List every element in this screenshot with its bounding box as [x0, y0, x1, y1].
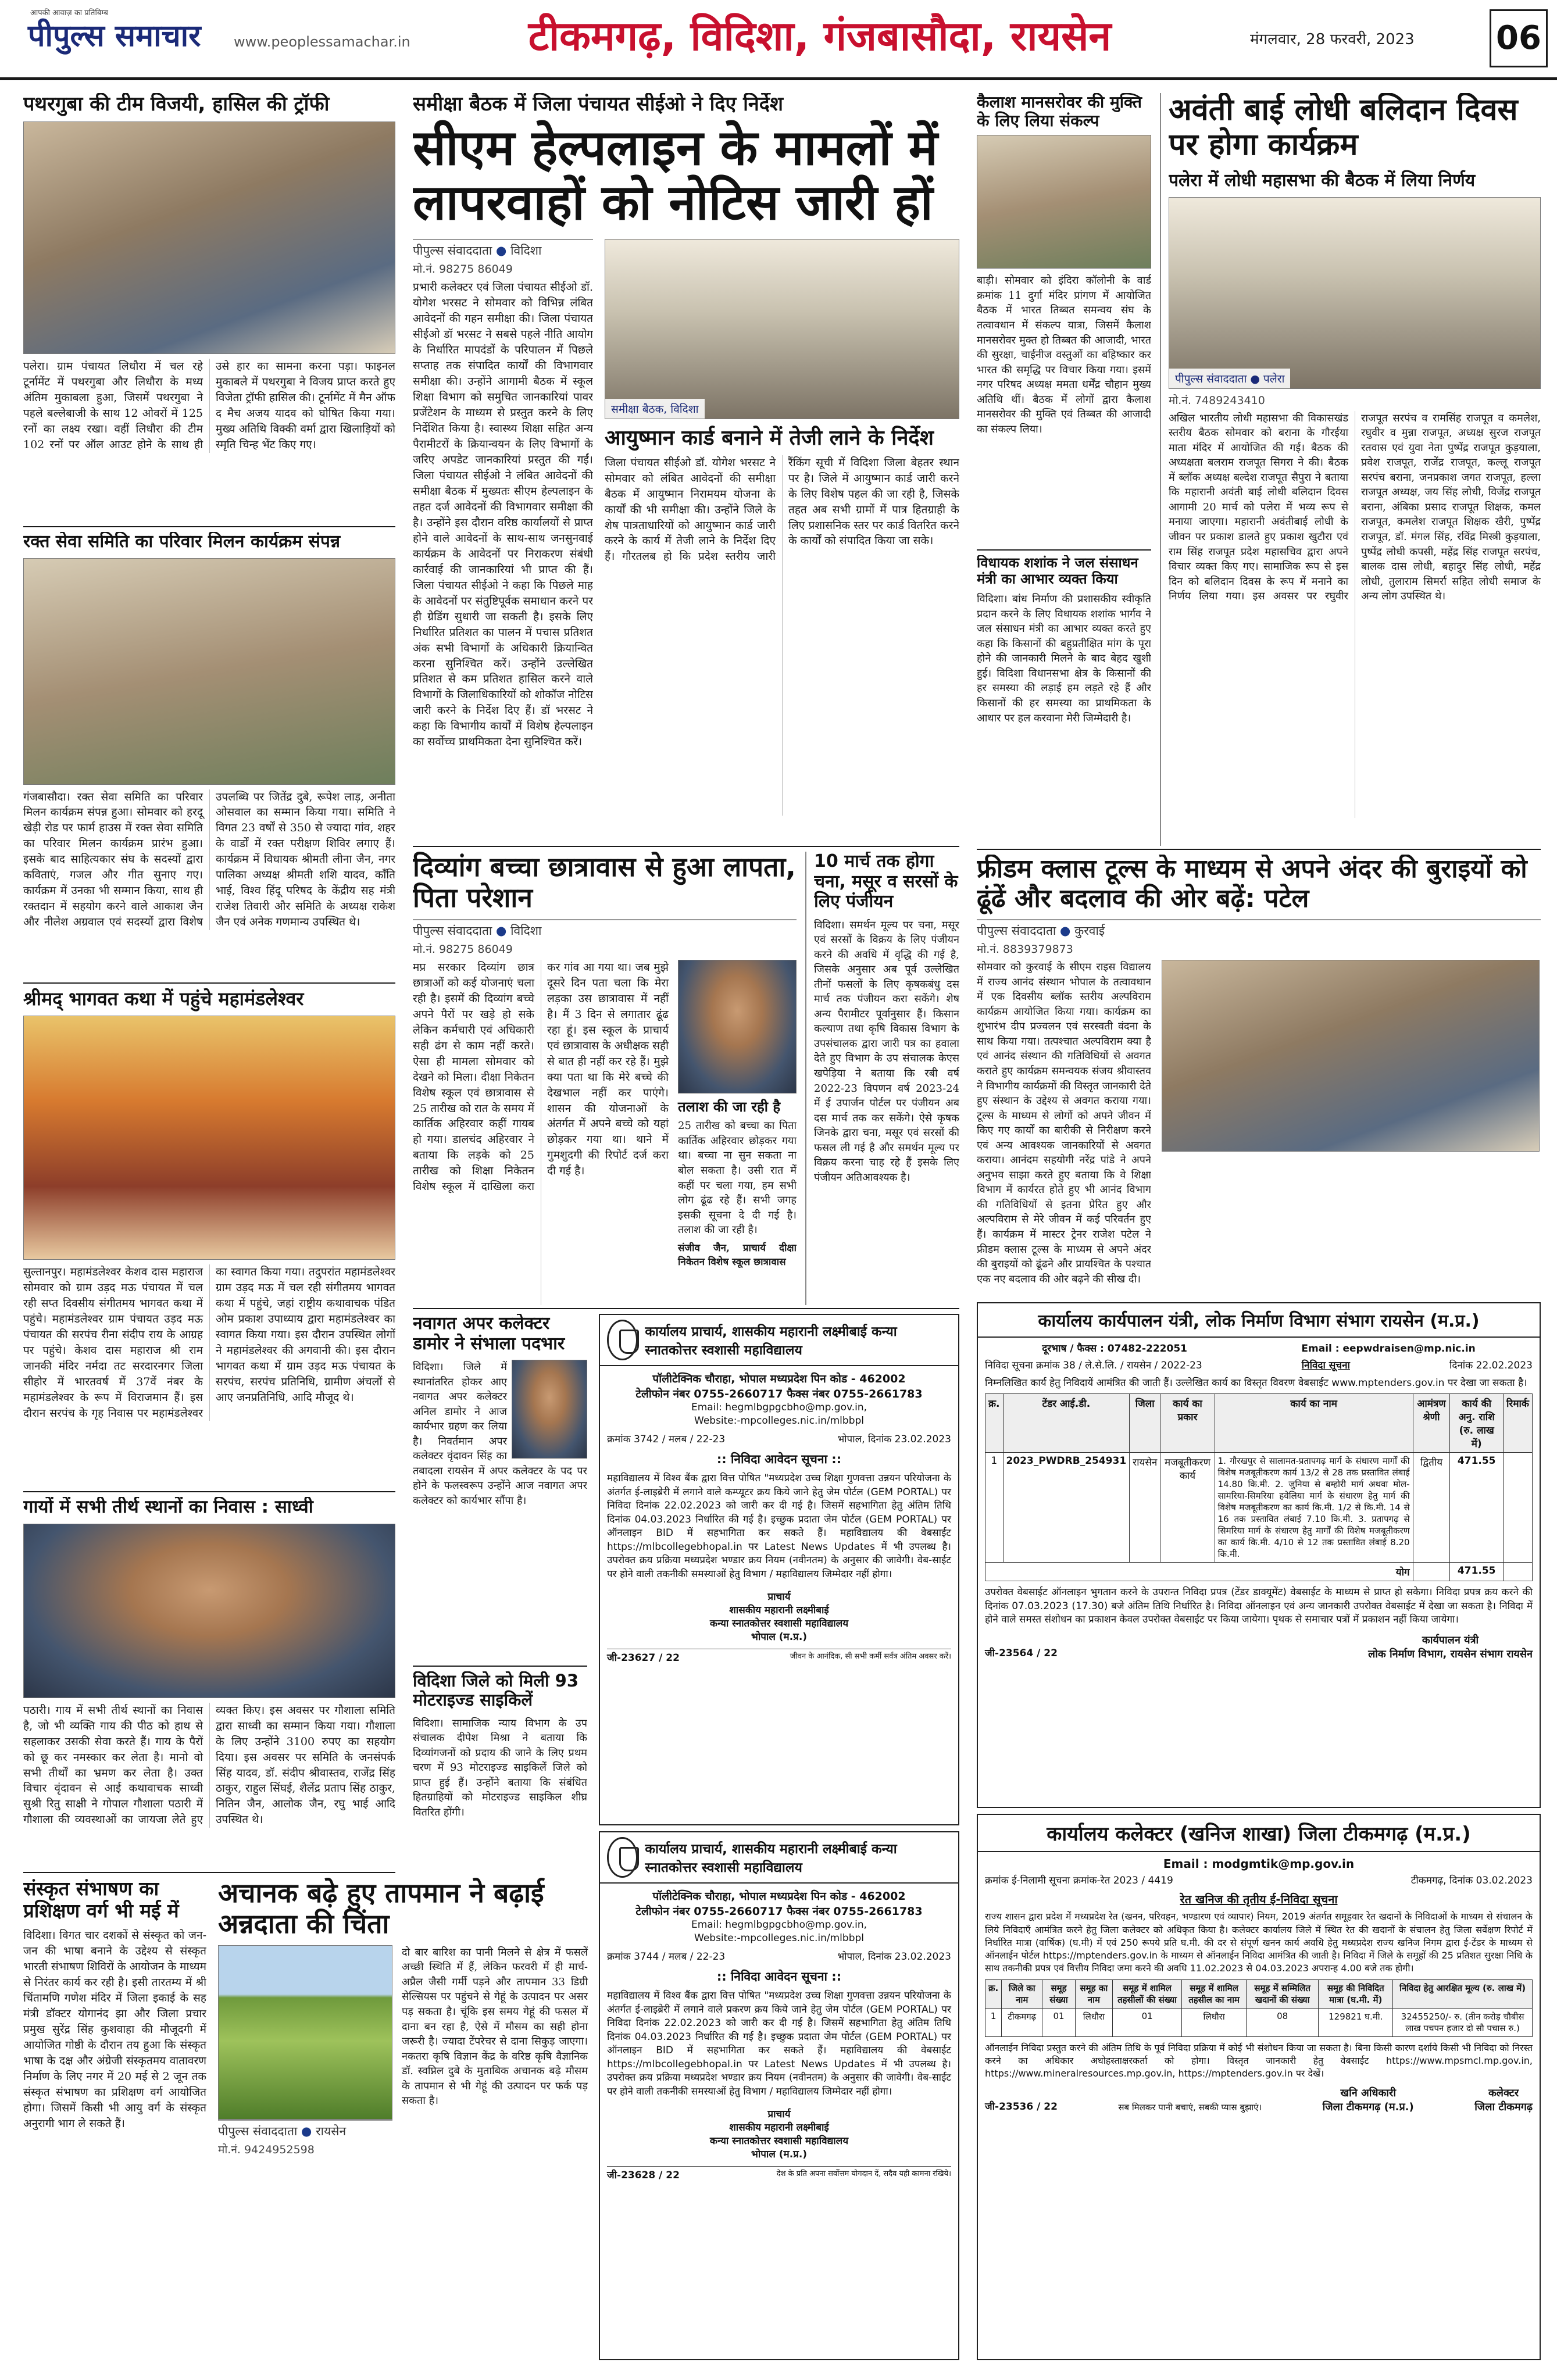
story-kicker: समीक्षा बैठक में जिला पंचायत सीईओ ने दिए निर्देश	[413, 93, 783, 116]
sub-body: 25 तारीख को बच्चा का पिता कार्तिक अहिरवार छोड़कर गया था। बच्चा ना सुन सकता ना बोल सकता है। उसी रात में कहीं पर चला गया, हम सभी लोग ढूंढ रहे हैं। सभी जगह इसकी सूचना दे दी गई है। तलाश की जा रही है।	[678, 1120, 797, 1237]
notice-ref: क्रमांक 3742 / मलब / 22-23	[607, 1433, 726, 1445]
emblem-icon	[607, 1320, 638, 1360]
notice-header	[600, 1315, 958, 1366]
story-layout	[977, 960, 1541, 1296]
mining-table-head	[985, 1979, 1533, 2008]
story-jal-sansadhan	[977, 555, 1151, 846]
notice-content	[978, 1852, 1540, 2118]
cell-district: टीकमगढ़	[1002, 2008, 1042, 2036]
notice-subtitle: निविदा सूचना	[1301, 1360, 1350, 1372]
column-header: समूह की निविदित मात्रा (घ.मी. में)	[1319, 1979, 1393, 2008]
column-header: कार्य का प्रकार	[1160, 1394, 1215, 1453]
notice-website[interactable]: Website:-mpcolleges.nic.in/mlbbpl	[694, 1932, 864, 1945]
sign-line: शासकीय महारानी लक्ष्मीबाई	[729, 2121, 829, 2134]
notice-mining	[977, 1814, 1541, 2360]
notice-phone: टेलीफोन नंबर 0755-2660717 फैक्स नंबर 0755-2661783	[635, 1388, 923, 1400]
story-body: प्रभारी कलेक्टर एवं जिला पंचायत सीईओ डॉ. योगेश भरसट ने सोमवार को विभिन्न लंबित आवेदनों की गहन समीक्षा की। जिला पंचायत सीईओ डॉ भरसट ने सबसे पहले नीति आयोग के निर्धारित मापदंडों के परिपालन में पिछले सप्ताह तक संपादित कार्यों की विभागवार समीक्षा की। उन्होंने आगामी बैठक में स्कूल शिक्षा विभाग को समुचित जानकारियां पावर प्रजेंटेशन के माध्यम से प्रस्तुत करने के लिए निर्देशित किया है। स्वास्थ्य शिक्षा सहित अन्य पैरामीटरों के क्रियान्वयन के लिए विभागों के जरिए अपडेट जानकारियां प्रस्तुत की गईं। जिला पंचायत सीईओ ने लंबित आवेदनों की समीक्षा बैठक में मुख्यतः सीएम हेल्पलाइन के तहत दर्ज आवेदनों की विभागवार समीक्षा की है। उन्होंने इस दौरान वरिष्ठ कार्यालयों से प्राप्त होने वाले आवेदनों के साथ-साथ जनसुनवाई कार्यक्रम के आवेदनों पर निराकरण संबंधी कार्रवाई की जानकारियां भी प्राप्त की हैं। जिला पंचायत सीईओ ने कहा कि पिछले माह के आवेदनों पर संतुष्टिपूर्वक समाधान करने पर ही ग्रेडिंग सुधारी जा सकती है। इसके लिए निर्धारित प्रतिशत का पालन में पचास प्रतिशत अंक सभी विभागों के अधिकारी क्रियान्वित करना सुनिश्चित करें। उन्होंने उल्लेखित प्रतिशत से कम प्रतिशत हासिल करने वाले विभागों के जिलाधिकारियों को शोकॉज नोटिस जारी करने के निर्देश दिए हैं। डॉ भरसट ने कहा कि विभागीय कार्यों में विशेष हेल्पलाइन का सर्वोच्च प्राथमिकता देना सुनिश्चित करें।	[413, 281, 593, 749]
notice-phone: दूरभाष / फैक्स : 07482-222051	[1042, 1343, 1187, 1355]
story-blood-donation	[23, 532, 395, 980]
story-headline: सीएम हेल्पलाइन के मामलों में लापरवाहों को नोटिस जारी हों	[413, 119, 938, 231]
story-body: विदिशा। विगत चार दशकों से संस्कृत को जन-जन की भाषा बनाने के उद्देश्य से संस्कृत भारती संभाषण शिविरों के आयोजन के माध्यम से निरंतर कार्य कर रही है। इसी तारतम्य में श्री चिंतामणि गणेश मंदिर में जिला इकाई के सह मंत्री डॉक्टर योगानंद झा और जिला प्रचार प्रमुख सुरेंद्र सिंह कुशवाहा की मौजूदगी में आयोजित गोष्ठी के दौरान तय हुआ कि संस्कृत भाषा के दक्ष और अंग्रेजी संस्कृतमय वातावरण निर्माण के लिए नगर में 20 मई से 2 जून तक संस्कृत संभाषण का प्रशिक्षण वर्ग आयोजित होगा। जिसमें किसी भी आयु वर्ग के संस्कृत अनुरागी भाग ले सकते हैं।	[23, 1928, 206, 2130]
divider	[23, 526, 395, 527]
story-body: अखिल भारतीय लोधी महासभा की विकासखंड स्तरीय बैठक सोमवार को बराना के गौरईया माता मंदिर में आयोजित की गई। बैठक की अध्यक्षता बलराम राजपूत सिगरा ने की। बैठक में ब्लॉक अध्यक्ष बल्देश राजपूत सैपुरा ने बताया कि महारानी अवंती बाई लोधी बलिदान दिवस आगामी 20 मार्च को पलेरा में भव्य रूप से मनाया जाएगा। महारानी अवंतीबाई लोधी के जीवन पर प्रकाश डालते हुए प्रकाश खुटौरा एवं राम सिंह राजपूत प्रदेश महासचिव द्वारा अपने विचार व्यक्त किए गए। सामाजिक रूप से इस दिन को बलिदान दिवस के रूप में मनाने का निर्णय लिया गया। इस अवसर पर रघुवीर राजपूत सरपंच व रामसिंह राजपूत व कमलेश, रघुवीर व मुन्ना राजपूत, अध्यक्ष सुरज राजपूत रतवास एवं युवा नेता पुष्पेंद्र राजपूत कुड़याला, प्रवेश राजपूत, राजेंद्र राजपूत, कल्लू राजपूत सरपंच बराना, जनप्रकाश जगत राजपूत, हल्ला राजपूत अध्यक्ष, जय सिंह लोधी, विजेंद्र राजपूत बराना, अंबिका प्रसाद राजपूत शिक्षक, कमल राजपूत, कमलेश राजपूत शिक्षक खैरी, पुष्पेंद्र राजपूत, डॉ. मंगल सिंह, रविंद्र मिस्त्री कुड़याला, पुष्पेंद्र लोधी कपसी, महेंद्र सिंह राजपूत सरपंच, बालक दास लोधी, बहादुर सिंह लोधी, महेंद्र लोधी, तुलाराम सिमर्रा सहित लोधी समाज के अन्य लोग उपस्थित थे।	[1169, 412, 1541, 603]
table-row	[985, 2008, 1533, 2036]
notice-footer	[985, 2086, 1533, 2114]
notice-sign-left	[1323, 2086, 1414, 2114]
story-headline: पथरगुबा की टीम विजयी, हासिल की ट्रॉफी	[23, 93, 330, 116]
sign-line: कन्या स्नातकोत्तर स्वशासी महाविद्यालय	[709, 2135, 849, 2147]
dateline: मंगलवार, 28 फरवरी, 2023	[1250, 31, 1415, 48]
byline-place: विदिशा	[510, 923, 542, 938]
notice-ref: क्रमांक 3744 / मलब / 22-23	[607, 1950, 726, 1963]
byline-contact: मो.नं. 98275 86049	[413, 942, 513, 956]
story-body: दो बार बारिश का पानी मिलने से क्षेत्र में फसलें अच्छी स्थिति में हैं, लेकिन फरवरी में ही मार्च-अप्रैल जैसी गर्मी पड़ने और तापमान 33 डिग्री सेल्सियस पर पहुंचने से गेहूं के उत्पादन पर असर पड़ सकता है। चूंकि इस समय गेहूं की फसल में दाना बन रहा है, ऐसे में मौसम का सही होना जरूरी है। ज्यादा टेंपरेचर से दाना सिकुड़ जाएगा। नकतरा कृषि विज्ञान केंद्र के वरिष्ठ कृषि वैज्ञानिक डॉ. स्वप्निल दुबे के मुताबिक अचानक बढ़े मौसम के तापमान से भी गेहूं की उत्पादन पर फर्क पड़ सकता है।	[402, 1946, 588, 2107]
story-body: बाड़ी। सोमवार को इंदिरा कॉलोनी के वार्ड क्रमांक 11 दुर्गा मंदिर प्रांगण में आयोजित बैठक में भारत तिब्बत समन्वय संघ के तत्वावधान में संकल्प यात्रा, जिसमें कैलाश मानसरोवर मुक्त हो तिब्बत की आजादी, भारत की सुरक्षा, चाईनीज वस्तुओं का बहिष्कार कर भारत की समृद्धि पर विचार किया गया। इसमें नगर परिषद अध्यक्ष ममता धर्मेंद्र चौहान मुख्य अतिथि थीं। बैठक में लोगों द्वारा कैलाश मानसरोवर की मुक्ति एवं तिब्बत की आजादी का संकल्प लिया।	[977, 274, 1151, 435]
notice-ref: निविदा सूचना क्रमांक 38 / ले.से.लि. / रायसेन / 2022-23	[985, 1360, 1202, 1372]
sign-line: जिला टीकमगढ़	[1474, 2101, 1533, 2114]
notice-website[interactable]: Website:-mpcolleges.nic.in/mlbbpl	[694, 1415, 864, 1427]
story-headline: विदिशा जिले को मिली 93 मोटराइज्ड साइकिलें	[413, 1671, 579, 1710]
story-body: विदिशा। जिले में स्थानांतरित होकर आए नवागत अपर कलेक्टर अनिल डामोर ने आज कार्यभार ग्रहण कर लिया है। निवर्तमान अपर कलेक्टर वृंदावन सिंह का तबादला रायसेन में अपर कलेक्टर के पद पर होने के फलस्वरूप उन्होंने आज नवागत अपर कलेक्टर को कार्यभार सौंपा है।	[413, 1361, 587, 1507]
story-divyang	[413, 852, 797, 1305]
cell-sno: 1	[985, 1453, 1004, 1563]
mining-table	[985, 1979, 1533, 2037]
story-layout	[218, 1945, 590, 2160]
story-headline: फ्रीडम क्लास टूल्स के माध्यम से अपने अंदर की बुराइयों को ढूंढें और बदलाव की ओर बढ़ें: पटेल	[977, 855, 1527, 913]
notice-college-2	[599, 1831, 959, 2360]
divider	[977, 849, 1541, 850]
notice-footer-text: देश के प्रति अपना सर्वोत्तम योगदान दें, सदैव यही कामना रखिये।	[776, 2169, 951, 2178]
story-body: विदिशा। सामाजिक न्याय विभाग के उप संचालक दीपेश मिश्रा ने बताया कि दिव्यांगजनों को प्रदाय की जाने के लिए प्रथम चरण में 93 मोटराइज्ड साइकिलें जिले को प्राप्त हुई हैं। उन्होंने बताया कि संबंधित हितग्राहियों को मोटराइज्ड साइकिल शीघ्र वितरित होंगी।	[413, 1717, 587, 1818]
brand-logo: पीपुल्स समाचार	[28, 19, 201, 53]
tender-table-body	[985, 1453, 1533, 1581]
byline: पीपुल्स संवाददाता ● विदिशा	[413, 919, 797, 941]
cell-type: मजबूतीकरण कार्य	[1160, 1453, 1215, 1563]
column-header: टेंडर आई.डी.	[1003, 1394, 1130, 1453]
story-body: पठारी। गाय में सभी तीर्थ स्थानों का निवास है, जो भी व्यक्ति गाय की पीठ को हाथ से सहलाकर उसकी सेवा करते हैं। गाय के पैरों को छू कर नमस्कार कर लेता है। मानो वो सभी तीर्थों का भ्रमण कर लेता है। उक्त विचार वृंदावन से आई कथावाचक साध्वी सुश्री रितु साक्षी ने गोपाल गौशाला पठारी में गौशाला की व्यवस्थाओं का जायजा लेते हुए व्यक्त किए। इस अवसर पर गौशाला समिति द्वारा साध्वी का सम्मान किया गया। गौशाला के लिए उन्होंने 3100 रुपए का सहयोग दिया। इस अवसर पर समिति के जनसंपर्क सिंह यादव, डॉ. संदीप श्रीवास्तव, राजेंद्र सिंह ठाकुर, राहुल सिंघई, शैलेंद्र प्रताप सिंह ठाकुर, नितिन जैन, आलोक जैन, रघु भाई आदि उपस्थित थे।	[23, 1703, 395, 1827]
story-body: पलेरा। ग्राम पंचायत लिधौरा में चल रहे टूर्नामेंट में पथरगुबा और लिधौरा के मध्य अंतिम मुकाबला हुआ, जिसमें पथरगुबा ने पहले बल्लेबाजी के साथ 12 ओवरों में 125 रनों का लक्ष्य रखा। वहीं लिधौरा की टीम 102 रनों पर ऑल आउट होने के साथ ही उसे हार का सामना करना पड़ा। फाइनल मुकाबले में पथरगुबा ने विजय प्राप्त करते हुए विजेता ट्रॉफी हासिल की। टूर्नामेंट में मैन ऑफ द मैच अजय यादव को घोषित किया गया। मुख्य अतिथि विक्की वर्मा द्वारा खिलाड़ियों को स्मृति चिन्ह भेंट किए गए।	[23, 360, 395, 451]
story-cm-helpline	[413, 93, 959, 843]
site-url[interactable]: www.peoplessamachar.in	[234, 34, 410, 50]
story-body: विदिशा। समर्थन मूल्य पर चना, मसूर एवं सरसों के विक्रय के लिए पंजीयन करने की अवधि में वृद्धि की गई है, जिसके अनुसार अब पूर्व उल्लेखित तीनों फसलों के लिए कृषकबंधु दस मार्च तक पंजीयन करा सकेंगे। शेष अन्य पैरामीटर पूर्वानुसार हैं। किसान कल्याण तथा कृषि विकास विभाग के उपसंचालक द्वारा जारी पत्र का हवाला देते हुए विभाग के उप संचालक केएस खपेड़िया ने बताया कि रबी वर्ष 2022-23 विपणन वर्ष 2023-24 में ई उपार्जन पोर्टल पर पंजीयन अब दस मार्च तक कर सकेंगे। ऐसे कृषक जिनके द्वारा चना, मसूर एवं सरसों की फसल ली गई है और समर्थन मूल्य पर विक्रय करना चाह रहे हैं इसके लिए पंजीयन अतिआवश्यक है।	[814, 919, 959, 1184]
notice-date: टीकमगढ़, दिनांक 03.02.2023	[1410, 1875, 1533, 1886]
divider	[23, 982, 395, 984]
column-header: आमंत्रण श्रेणी	[1413, 1394, 1450, 1453]
cell-category: द्वितीय	[1413, 1453, 1450, 1563]
story-left-column	[218, 1945, 392, 2160]
column-header: जिला	[1130, 1394, 1160, 1453]
story-photo	[23, 558, 395, 785]
sign-line: खनि अधिकारी	[1340, 2087, 1396, 2100]
divider	[413, 846, 959, 847]
notice-body: महाविद्यालय में विश्व बैंक द्वारा वित्त पोषित "मध्यप्रदेश उच्च शिक्षा गुणवत्ता उन्नयन परियोजना के अंतर्गत ई-लाइब्रेरी में लगाने वाले कम्प्यूटर क्रय किये जाने हेतु जेम पोर्टल (GEM PORTAL) पर निविदा दिनांक 22.02.2023 को जारी कर दी गई है। जिसमें सहभागिता हेतु अंतिम तिथि दिनांक 04.03.2023 निर्धारित की गई है। इच्छुक प्रदाता जेम पोर्टल (GEM PORTAL) पर ऑनलाइन BID में सहभागिता कर सकते हैं। महाविद्यालय की वेबसाईट https://mlbcollegebhopal.in पर Latest News Updates में भी उपलब्ध है। उपरोक्त क्रय प्रक्रिया मध्यप्रदेश भण्डार क्रय नियम (नवीनतम) के अनुसार की जावेगी। वेब-साईट पर होने वाली तकनीकी समस्याओं हेतु विभाग / महाविद्यालय जिम्मेदार नहीं होगा।	[607, 1473, 951, 1580]
divider	[413, 1308, 959, 1309]
story-headline: कैलाश मानसरोवर की मुक्ति के लिए लिया संकल्प	[977, 93, 1142, 131]
byline: पीपुल्स संवाददाता ● रायसेन	[218, 2120, 392, 2142]
notice-title: कार्यालय प्राचार्य, शासकीय महारानी लक्ष्मीबाई कन्या स्नातकोत्तर स्वशासी महाविद्यालय	[645, 1842, 897, 1875]
column-header: समूह में शामिल तहसीलों की संख्या	[1113, 1979, 1182, 2008]
notice-refline	[607, 1950, 951, 1964]
story-kailash	[977, 93, 1151, 546]
column-header: रिमार्क	[1504, 1394, 1533, 1453]
byline-place: विदिशा	[510, 244, 542, 258]
notice-contact-line	[985, 1342, 1533, 1356]
tender-table-head	[985, 1394, 1533, 1453]
story-photo	[1169, 197, 1541, 389]
notice-subtitle: :: निविदा आवेदन सूचना ::	[716, 1970, 842, 1984]
story-photo	[23, 121, 395, 354]
cell-tender-id: 2023_PWDRB_254931	[1003, 1453, 1130, 1563]
story-body: गंजबासौदा। रक्त सेवा समिति का परिवार मिलन कार्यक्रम संपन्न हुआ। सोमवार को हरदू खेड़ी रोड पर फार्म हाउस में रक्त सेवा समिति का परिवार मिलन कार्यक्रम प्रारंभ हुआ। इसके बाद साहित्यकार संघ के सदस्यों द्वारा कविताएं, गजल और गीत सुनाए गए। कार्यक्रम में उनका भी सम्मान किया, साथ ही रक्तदान में सहयोग करने वाले आकाश जैन और नीलेश अग्रवाल एवं सदस्यों द्वारा विशेष उपलब्धि पर जितेंद्र दुबे, रूपेश लाड़, अनीता ओसवाल का सम्मान किया गया। समिति ने विगत 23 वर्षों से 350 से ज्यादा गांव, शहर के वार्डों में रक्त परीक्षण शिविर लगाए हैं। कार्यक्रम में विधायक श्रीमती लीना जैन, नगर पालिका अध्यक्ष श्रीमती शशि यादव, काँति भाई, विश्व हिंदू परिषद के केंद्रीय सह मंत्री राजेश तिवारी और समिति के अध्यक्ष राकेश जैन एवं अनेक गणमान्य उपस्थित थे।	[23, 790, 395, 929]
sign-line: जिला टीकमगढ़ (म.प्र.)	[1322, 2101, 1414, 2114]
divider	[413, 1666, 587, 1667]
notice-content	[978, 1338, 1540, 1666]
cell-group-no: 01	[1042, 2008, 1076, 2036]
story-right-column	[605, 239, 959, 815]
column-header: क्र.	[985, 1394, 1004, 1453]
notice-sign	[607, 1589, 951, 1643]
story-sanskrit	[23, 1878, 206, 2360]
story-body: सोमवार को कुरवाई के सीएम राइस विद्यालय में राज्य आनंद संस्थान भोपाल के तत्वावधान में एक दिवसीय ब्लॉक स्तरीय अल्पविराम कार्यक्रम आयोजित किया गया। कार्यक्रम का शुभारंभ दीप प्रज्वलन एवं सरस्वती वंदना के साथ किया गया। तत्पश्चात अल्पविराम क्या है एवं आनंद संस्थान की गतिविधियों से अवगत कराते हुए कार्यक्रम समन्वयक संजय श्रीवास्तव ने विभागीय कार्यक्रमों की विस्तृत जानकारी देते हुए संस्थान के उद्देश्य से अवगत कराया गया। टूल्स के माध्यम से लोगों को अपने जीवन में किए गए कार्यों का बारीकी से निरीक्षण करने एवं अन्य आवश्यक जानकारियों से अवगत कराया। आनंदम सहयोगी नरेंद्र पांडे ने अपने अनुभव साझा करते हुए बताया कि वे शिक्षा विभाग में कार्यरत होते हुए भी आनंद विभाग की गतिविधियों से इतना प्रेरित हुए और अल्पविराम से मेरे जीवन में कई परिवर्तन हुए हैं। कार्यक्रम में मास्टर ट्रेनर राजेश पटेल ने फ्रीडम क्लास टूल्स के माध्यम से अपने अंदर की बुराइयों को ढूंढने और प्रायश्चित के पश्चात एक नए बदलाव की ओर बढ़ने की सीख दी।	[977, 961, 1151, 1285]
story-collector	[413, 1314, 587, 1663]
notice-code: जी-23564 / 22	[985, 1648, 1058, 1660]
sub-headline: तलाश की जा रही है	[678, 1098, 781, 1115]
brand-tagline: आपकी आवाज़ का प्रतिबिम्ब	[30, 9, 108, 17]
story-photo	[977, 135, 1151, 269]
sub-headline: आयुष्मान कार्ड बनाने में तेजी लाने के निर्देश	[605, 426, 934, 451]
table-row	[985, 1453, 1533, 1563]
masthead	[0, 0, 1557, 80]
sign-line: कन्या स्नातकोत्तर स्वशासी महाविद्यालय	[709, 1617, 849, 1629]
cell-tehsil-name: लिधौरा	[1182, 2008, 1247, 2036]
notice-footer	[607, 2166, 951, 2182]
cell-reserve: 32455250/- रु. (तीन करोड़ चौबीस लाख पचपन हजार दो सौ पचास रु.)	[1393, 2008, 1533, 2036]
notice-ref: क्रमांक ई-निलामी सूचना क्रमांक-रेत 2023 / 4419	[985, 1875, 1173, 1886]
sub-body: जिला पंचायत सीईओ डॉ. योगेश भरसट ने सोमवार को लंबित आवेदनों की समीक्षा बैठक में आयुष्मान निरामयम योजना के कार्यों की भी समीक्षा की। उन्होंने जिले के शेष पात्रताधारियों को आयुष्मान कार्ड जारी करने के कार्य में तेजी लाने के निर्देश दिए हैं। गौरतलब हो कि प्रदेश स्तरीय जारी रैंकिंग सूची में विदिशा जिला बेहतर स्थान पर है। जिले में आयुष्मान कार्ड जारी करने के लिए विशेष पहल की जा रही है, जिसके तहत अब सभी ग्रामों में पात्र हितग्राही के लिए प्रशासनिक स्तर पर कार्ड वितरित करने के कार्यों को संपादित किया जा सके।	[605, 456, 959, 563]
notice-code: जी-23627 / 22	[607, 1652, 680, 1664]
notice-footer-text: उपरोक्त वेबसाईट ऑनलाइन भुगतान करने के उपरान्त निविदा प्रपत्र (टेंडर डाक्यूमेंट) वेबसाईट के माध्यम से प्राप्त हो सकेगा। निविदा प्रपत्र क्रय करने की दिनांक 07.03.2023 (17.30) बजे अंतिम तिथि निर्धारित है। निविदा ऑनलाइन एवं अन्य जानकारी उपरोक्त वेबसाईट में देखा जा सकता है। निविदा में होने वाले समस्त संशोधन का प्रकाशन केवल उपरोक्त वेबसाईट पर किया जायेगा। पृथक से समाचार पत्रों में प्रकाशन नहीं किया जायेगा।	[985, 1586, 1533, 1626]
notice-email[interactable]: Email: hegmlbgpgcbho@mp.gov.in,	[691, 1919, 867, 1931]
column-header: निविदा हेतु आरक्षित मूल्य (रु. लाख में)	[1393, 1979, 1533, 2008]
divider	[23, 1872, 395, 1873]
notice-address: पॉलीटेक्निक चौराहा, भोपाल मध्यप्रदेश पिन कोड - 462002	[652, 1373, 906, 1385]
notice-phone: टेलीफोन नंबर 0755-2660717 फैक्स नंबर 0755-2661783	[635, 1905, 923, 1918]
notice-refline	[985, 1359, 1533, 1373]
notice-intro: निम्नलिखित कार्य हेतु निविदायें आमंत्रित की जाती हैं। उल्लेखित कार्य का विस्तृत विवरण वेबसाईट www.mptenders.gov.in पर देखा जा सकता है।	[985, 1377, 1527, 1389]
sign-line: शासकीय महारानी लक्ष्मीबाई	[729, 1604, 829, 1616]
mining-table-body	[985, 2008, 1533, 2036]
byline-place: कुरवाई	[1074, 924, 1105, 938]
story-headline: संस्कृत संभाषण का प्रशिक्षण वर्ग भी मई में	[23, 1878, 179, 1922]
story-freedom-class	[977, 855, 1541, 1296]
notice-code: जी-23628 / 22	[607, 2169, 680, 2181]
emblem-icon	[607, 1837, 638, 1878]
story-photo	[218, 1945, 392, 2120]
story-headline: श्रीमद् भागवत कथा में पहुंचे महामंडलेश्वर	[23, 988, 304, 1010]
cell-empty	[1413, 1563, 1450, 1581]
notice-college-1	[599, 1314, 959, 1825]
page-number: 06	[1490, 9, 1548, 67]
story-headline: अवंती बाई लोधी बलिदान दिवस पर होगा कार्यक्रम	[1169, 93, 1518, 162]
column-header: समूह का नाम	[1075, 1979, 1112, 2008]
sign-line: प्राचार्य	[767, 2108, 791, 2120]
story-photo	[605, 239, 959, 419]
notice-content	[600, 1366, 958, 1670]
notice-footer	[607, 1649, 951, 1665]
cell-remark	[1504, 1453, 1533, 1563]
water-note: सब मिलकर पानी बचाएं, सबकी प्यास बुझाएं।	[1118, 2102, 1262, 2113]
notice-date: भोपाल, दिनांक 23.02.2023	[837, 1950, 951, 1963]
sign-line: कलेक्टर	[1488, 2087, 1519, 2100]
cell-quantity: 129821 घ.मी.	[1319, 2008, 1393, 2036]
byline-contact: मो.नं. 7489243410	[1169, 394, 1265, 407]
byline-author: पीपुल्स संवाददाता	[977, 924, 1056, 938]
column-header: जिले का नाम	[1002, 1979, 1042, 2008]
notice-refline	[607, 1433, 951, 1446]
story-deck: पलेरा में लोधी महासभा की बैठक में लिया निर्णय	[1169, 170, 1476, 191]
photo-caption: पीपुल्स संवाददाता ● पलेरा	[1169, 369, 1290, 388]
notice-subtitle: :: निविदा आवेदन सूचना ::	[716, 1452, 842, 1467]
byline-contact: मो.नं. 8839379873	[977, 943, 1073, 956]
notice-email[interactable]: Email : modgmtik@mp.gov.in	[1163, 1857, 1355, 1871]
notice-footer-text: जीवन के आनंदिक, सी सभी कर्मी सर्वत्र अंतिम अवसर करें।	[790, 1652, 951, 1661]
divider	[805, 852, 806, 1305]
column-header: समूह में सम्मिलित खदानों की संख्या	[1247, 1979, 1319, 2008]
story-temperature	[218, 1878, 590, 2360]
tender-table	[985, 1393, 1533, 1581]
notice-body: महाविद्यालय में विश्व बैंक द्वारा वित्त पोषित "मध्यप्रदेश उच्च शिक्षा गुणवत्ता उन्नयन परियोजना के अंतर्गत ई-लाइब्रेरी में लगाने वाले प्रकरण क्रय किये जाने हेतु जेम पोर्टल (GEM PORTAL) पर निविदा दिनांक 22.02.2023 को जारी कर दी गई है। जिसमें सहभागिता हेतु अंतिम तिथि दिनांक 04.03.2023 निर्धारित की गई है। इच्छुक प्रदाता जेम पोर्टल (GEM PORTAL) पर ऑनलाइन BID में सहभागिता कर सकते हैं। महाविद्यालय की वेबसाईट https://mlbcollegebhopal.in पर Latest News Updates में भी उपलब्ध है। उपरोक्त क्रय प्रक्रिया मध्यप्रदेश भण्डार क्रय नियम (नवीनतम) के अनुसार की जावेगी। वेब-साईट पर होने वाली तकनीकी समस्याओं हेतु विभाग / महाविद्यालय जिम्मेदार नहीं होगा।	[607, 1990, 951, 2097]
story-headline: गायों में सभी तीर्थ स्थानों का निवास : साध्वी	[23, 1497, 313, 1517]
story-left-column	[413, 239, 593, 815]
missing-boy-photo	[678, 960, 797, 1093]
notice-subtitle: रेत खनिज की तृतीय ई-निविदा सूचना	[1180, 1892, 1338, 1907]
cell-amount: 471.55	[1450, 1453, 1504, 1563]
column-header: समूह संख्या	[1042, 1979, 1076, 2008]
notice-sign	[1368, 1633, 1533, 1661]
byline-place: रायसेन	[316, 2124, 347, 2138]
edition-title: टीकमगढ़, विदिशा, गंजबासौदा, रायसेन	[528, 12, 1112, 60]
table-total-row	[985, 1563, 1533, 1581]
notice-refline	[985, 1874, 1533, 1888]
notice-code: जी-23536 / 22	[985, 2100, 1058, 2113]
notice-pwd	[977, 1302, 1541, 1808]
column-header: कार्य का नाम	[1215, 1394, 1413, 1453]
cell-district: रायसेन	[1130, 1453, 1160, 1563]
story-gau-teerth	[23, 1497, 395, 1869]
story-headline: अचानक बढ़े हुए तापमान ने बढ़ाई अन्नदाता की चिंता	[218, 1878, 544, 1939]
story-photo	[23, 1016, 395, 1260]
story-headline: नवागत अपर कलेक्टर डामोर ने संभाला पदभार	[413, 1314, 565, 1354]
photo-caption: समीक्षा बैठक, विदिशा	[605, 399, 705, 419]
sub-attribution: संजीव जैन, प्राचार्य दीक्षा निकेतन विशेष स्कूल छात्रावास	[678, 1242, 797, 1268]
byline: पीपुल्स संवाददाता ● विदिशा	[413, 239, 593, 261]
story-headline: दिव्यांग बच्चा छात्रावास से हुआ लापता, पिता परेशान	[413, 852, 796, 913]
collector-photo	[512, 1360, 587, 1459]
notice-footer-text: ऑनलाईन निविदा प्रस्तुत करने की अंतिम तिथि के पूर्व निविदा प्रक्रिया में कोई भी संशोधन किया जा सकता है। बिना किसी कारण दर्शाये किसी भी निविदा को निरस्त करने का अधिकार अधोहस्ताक्षरकर्ता को होगा। विस्तृत जानकारी हेतु वेबसाईट https://www.mpsmcl.mp.gov.in, https://www.mineralresources.mp.gov.in, https://mptenders.gov.in पर देखें।	[985, 2042, 1533, 2079]
cell-group-name: लिधौरा	[1075, 2008, 1112, 2036]
notice-email[interactable]: Email : eepwdraisen@mp.nic.in	[1301, 1343, 1476, 1355]
story-bhagwat	[23, 988, 395, 1488]
byline-contact: मो.नं. 98275 86049	[413, 263, 513, 276]
sign-line: भोपाल (म.प्र.)	[751, 1631, 808, 1643]
notice-content	[600, 1884, 958, 2187]
cell-work-name: 1. गौरखपुर से सालामत-प्रतापगढ़ मार्ग के संधारण मार्गों की विशेष मजबूतीकरण कार्य 13/2 से 28 तक प्रस्तावित लंबाई 14.80 कि.मी. 2. जुनिया से बम्होरी मार्ग अथवा मोल-सामरिया-सिमरिया हवेलिया मार्ग के संधारण हेतु मार्ग की विशेष मजबूतीकरण का कार्य कि.मी. 1/2 से कि.मी. 14 से 16 तक प्रस्तावित लंबाई 7.10 कि.मी. 3. प्रतापगढ़ से सिमरिया मार्ग के संधारण हेतु मार्गों की विशेष मजबूतीकरण का कार्य कि.मी. 4/10 से 12 तक प्रस्तावित लंबाई 8.20 कि.मी.	[1215, 1453, 1413, 1563]
cell-sno: 1	[985, 2008, 1002, 2036]
notice-sign	[607, 2107, 951, 2160]
cell-total-label: योग	[985, 1563, 1413, 1581]
story-procurement	[814, 852, 959, 1305]
divider	[23, 1491, 395, 1492]
notice-header	[600, 1832, 958, 1884]
notice-body: राज्य शासन द्वारा प्रदेश में मध्यप्रदेश रेत (खनन, परिवहन, भण्डारण एवं व्यापार) नियम, 2019 अंतर्गत समूहवार रेत खदानों के निविदाओं के माध्यम से संचालन के लिये निविदाएँ आमंत्रित करने हेतु जिला कलेक्टर को अधिकृत किया है। कलेक्टर कार्यालय जिले में स्थित रेत की खदानों के संचालन हेतु जिला सर्वेक्षण रिपोर्ट में निर्धारित मात्रा (वार्षिक) (घ.मी) में एवं 250 रूपये प्रति घ.मी. की दर से संपूर्ण खनन कार्य अवधि हेतु मध्यप्रदेश राज्य खनिज निगम द्वारा ई-टेंडर के माध्यम से ऑनलाईन पोर्टल https://mptenders.gov.in के माध्यम से ऑनलाईन निविदा आमंत्रित की जाती है। निविदा में जिले के समूहों की 25 प्रतिशत सुरक्षा निधि के साथ तकनीकी प्रपत्र एवं वित्तीय निविदा जमा करने की अवधि 11.02.2023 से 04.03.2023 अपरान्ह 4.00 बजे तक होगी।	[985, 1911, 1533, 1974]
divider	[1160, 93, 1161, 846]
column-header: क्र.	[985, 1979, 1002, 2008]
story-photo	[23, 1524, 395, 1698]
story-body: मप्र सरकार दिव्यांग छात्र छात्राओं को कई योजनाएं चला रही है। इसमें की दिव्यांग बच्चे अपने पैरों पर खड़े हो सके लेकिन कर्मचारी एवं अधिकारी सही ढंग से काम नहीं करते। ऐसा ही मामला सोमवार को देखने को मिला। दीक्षा निकेतन विशेष स्कूल एवं छात्रावास से 25 तारीख को रात के समय में कार्तिक अहिरवार कहीं गायब हो गया। डालचंद अहिरवार ने बताया कि लड़के को 25 तारीख को शिक्षा निकेतन विशेष स्कूल में दाखिला करा कर गांव आ गया था। जब मुझे दूसरे दिन पता चला कि मेरा लड़का उस छात्रावास में नहीं है। मैं 3 दिन से लगातार ढूंढ रहा हूं। इस स्कूल के प्राचार्य एवं छात्रावास के अधीक्षक सही से बात ही नहीं कर रहे हैं। मुझे क्या पता था कि मेरे बच्चे की देखभाल नहीं कर पाएंगे। शासन की योजनाओं के अंतर्गत में अपने बच्चे को यहां छोड़कर गया था। थाने में गुमशुदगी की रिपोर्ट दर्ज करा दी गई है।	[413, 960, 669, 1193]
byline-author: पीपुल्स संवाददाता	[413, 923, 492, 938]
sign-line: कार्यपालन यंत्री	[1422, 1634, 1479, 1646]
byline: पीपुल्स संवाददाता ● कुरवाई	[977, 919, 1541, 941]
notice-address: पॉलीटेक्निक चौराहा, भोपाल मध्यप्रदेश पिन कोड - 462002	[652, 1890, 906, 1903]
cell-tehsil-count: 01	[1113, 2008, 1182, 2036]
story-headline: रक्त सेवा समिति का परिवार मिलन कार्यक्रम संपन्न	[23, 532, 341, 552]
cell-empty	[1504, 1563, 1533, 1581]
notice-date: भोपाल, दिनांक 23.02.2023	[837, 1433, 951, 1445]
notice-email[interactable]: Email: hegmlbgpgcbho@mp.gov.in,	[691, 1402, 867, 1413]
cell-mines: 08	[1247, 2008, 1319, 2036]
story-photo	[1162, 960, 1540, 1152]
byline-author: पीपुल्स संवाददाता	[413, 244, 492, 258]
story-body: सुल्तानपुर। महामंडलेश्वर केशव दास महाराज सोमवार को ग्राम उड़द मऊ पंचायत में चल रही सप्त दिवसीय संगीतमय भागवत कथा में पहुंचे। महामंडलेश्वर ग्राम पंचायत उड़द मऊ पंचायत की सरपंच रीना संदीप राय के आग्रह पर पहुंचे। केशव दास महाराज श्री राम जानकी मंदिर नर्मदा तट सरदारनगर जिला सीहोर में भारतवर्ष में 37वें नंबर के महामंडलेश्वर के रूप में विराजमान हैं। इस दौरान सरपंच के गृह निवास पर महामंडलेश्वर का स्वागत किया गया। तदुपरांत महामंडलेश्वर ग्राम उड़द मऊ में चल रही संगीतमय भागवत कथा में पहुंचे, जहां राष्ट्रीय कथावाचक पंडित ओम प्रकाश उपाध्याय द्वारा महामंडलेश्वर का स्वागत किया गया। इस दौरान उपस्थित लोगों ने महामंडलेश्वर की अगवानी की। इस दौरान भागवत कथा में ग्राम उड़द मऊ पंचायत के सरपंच, सरपंच प्रतिनिधि, ग्रामीण अंचलों से आए जनप्रतिनिधि, आदि मौजूद थे।	[23, 1265, 395, 1420]
sign-line: भोपाल (म.प्र.)	[751, 2148, 808, 2160]
column-header: कार्य की अनु. राशि (रु. लाख में)	[1450, 1394, 1504, 1453]
notice-footer	[985, 1633, 1533, 1661]
story-headline: 10 मार्च तक होगा चना, मसूर व सरसों के लिए पंजीयन	[814, 852, 958, 912]
cell-total: 471.55	[1450, 1563, 1504, 1581]
byline-contact: मो.नं. 9424952598	[218, 2143, 315, 2156]
divider	[977, 549, 1151, 551]
column-header: समूह में शामिल तहसील का नाम	[1182, 1979, 1247, 2008]
story-headline: विधायक शशांक ने जल संसाधन मंत्री का आभार व्यक्त किया	[977, 555, 1138, 587]
sign-line: प्राचार्य	[767, 1591, 791, 1603]
notice-title: कार्यालय प्राचार्य, शासकीय महारानी लक्ष्मीबाई कन्या स्नातकोत्तर स्वशासी महाविद्यालय	[645, 1324, 897, 1358]
story-body: विदिशा। बांध निर्माण की प्रशासकीय स्वीकृति प्रदान करने के लिए विधायक शशांक भार्गव ने जल संसाधन मंत्री का आभार व्यक्त करते हुए कहा कि किसानों की बहुप्रतीक्षित मांग के पूरा होने की जानकारी मिलने के बाद बेहद खुशी हुई। विदिशा विधानसभा क्षेत्र के किसानों की हर समस्या की लड़ाई हम लड़ते रहे हैं और किसानों की हर समस्या का प्राथमिकता के आधार पर हल करवाना मेरी जिम्मेदारी है।	[977, 593, 1151, 724]
sign-line: लोक निर्माण विभाग, रायसेन संभाग रायसेन	[1368, 1648, 1533, 1660]
notice-header: कार्यालय कार्यपालन यंत्री, लोक निर्माण विभाग संभाग रायसेन (म.प्र.)	[978, 1303, 1540, 1338]
story-layout	[413, 960, 797, 1305]
notice-date: दिनांक 22.02.2023	[1449, 1360, 1533, 1372]
byline-author: पीपुल्स संवाददाता	[218, 2124, 298, 2138]
story-avanti-bai	[1169, 93, 1541, 846]
story-side	[678, 960, 797, 1305]
notice-header: कार्यालय कलेक्टर (खनिज शाखा) जिला टीकमगढ़ (म.प्र.)	[978, 1815, 1540, 1852]
notice-sign-right	[1474, 2086, 1533, 2114]
story-trophy	[23, 93, 395, 523]
story-layout	[413, 239, 959, 815]
